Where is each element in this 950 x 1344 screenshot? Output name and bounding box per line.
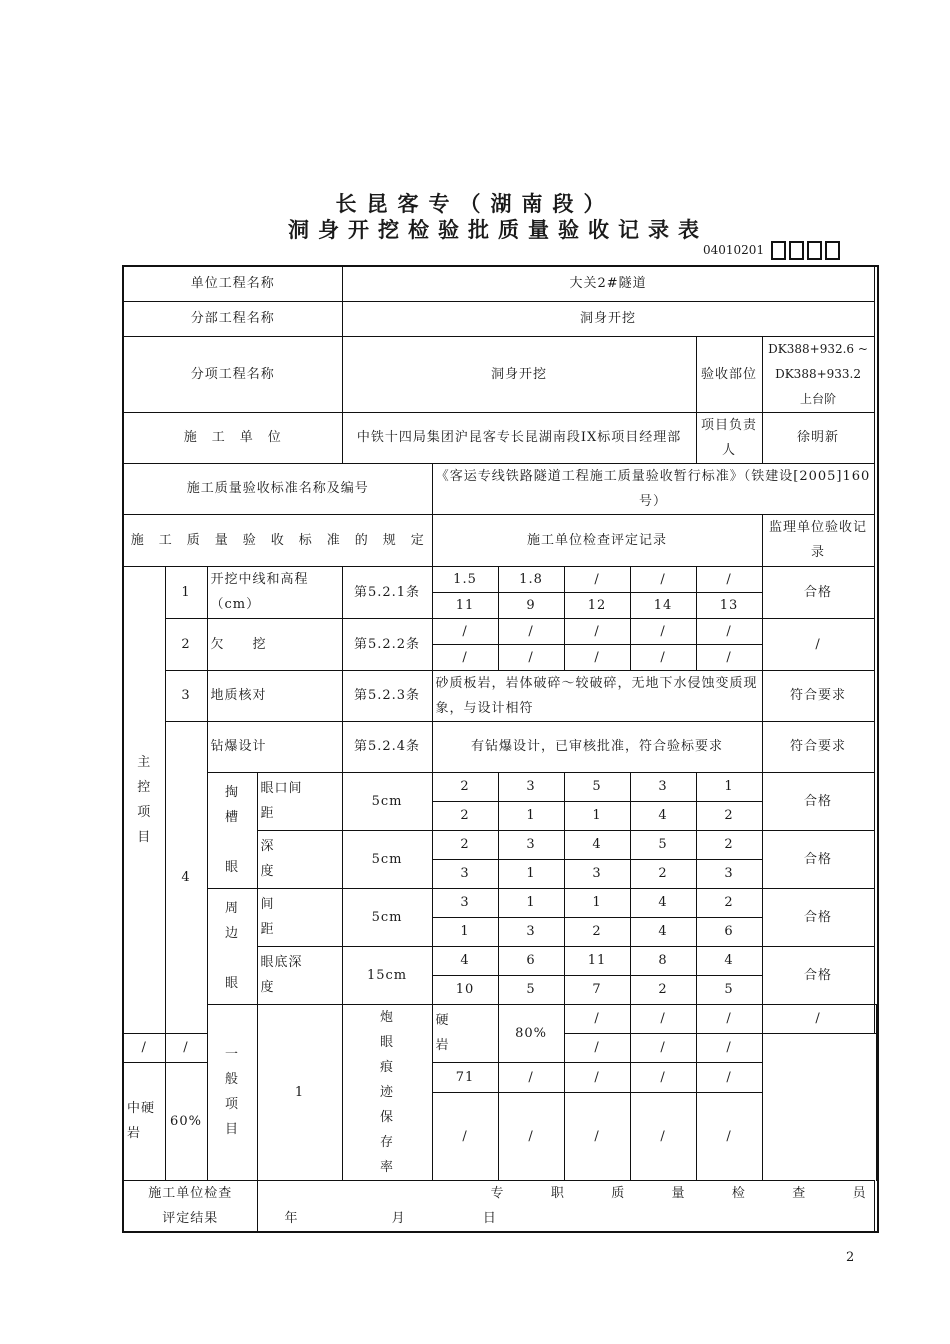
record-cell: / xyxy=(498,644,564,670)
subitem-value: 洞身开挖 xyxy=(342,336,696,412)
form-code xyxy=(703,238,840,262)
record-cell: 1 xyxy=(696,772,762,801)
manager-value: 徐明新 xyxy=(762,412,874,463)
item-number: 1 xyxy=(165,566,207,618)
record-cell: 4 xyxy=(432,946,498,975)
record-cell: 6 xyxy=(498,946,564,975)
item-record-text: 砂质板岩，岩体破碎～较破碎，无地下水侵蚀变质现象，与设计相符 xyxy=(432,670,762,721)
record-cell: 1 xyxy=(498,859,564,888)
record-cell: 2 xyxy=(564,917,630,946)
supervisor-result: 符合要求 xyxy=(762,721,874,772)
record-cell: / xyxy=(564,1033,630,1062)
date-line: 年 月 日 xyxy=(284,1210,497,1226)
supervisor-result: 符合要求 xyxy=(762,670,874,721)
record-cell: / xyxy=(564,1004,630,1033)
item-number: 3 xyxy=(165,670,207,721)
supervisor-result: 合格 xyxy=(762,566,874,618)
record-cell: 3 xyxy=(432,859,498,888)
record-cell: 8 xyxy=(630,946,696,975)
evaluation-label: 施工单位检查 评定结果 xyxy=(123,1180,257,1232)
record-cell: / xyxy=(696,1092,762,1180)
evaluation-signature-area xyxy=(257,1180,874,1232)
record-cell: 11 xyxy=(432,592,498,618)
item-clause: 第5.2.1条 xyxy=(342,566,432,618)
record-cell: 1.8 xyxy=(498,566,564,592)
item-record-text: 有钻爆设计，已审核批准，符合验标要求 xyxy=(432,721,762,772)
standard-label: 施工质量验收标准名称及编号 xyxy=(123,463,432,514)
record-cell: / xyxy=(564,1062,630,1092)
record-cell: / xyxy=(564,566,630,592)
record-cell: / xyxy=(432,644,498,670)
location-value: DK388+932.6 ~ DK388+933.2 上台阶 xyxy=(762,336,874,412)
record-cell: / xyxy=(630,1033,696,1062)
item-clause: 第5.2.2条 xyxy=(342,618,432,670)
item-number: 4 xyxy=(165,721,207,1033)
code-box xyxy=(825,241,840,260)
record-cell: 13 xyxy=(696,592,762,618)
record-cell: 2 xyxy=(696,888,762,917)
record-cell: / xyxy=(498,618,564,644)
record-cell: / xyxy=(630,618,696,644)
title-line1: 长昆客专（湖南段） xyxy=(335,192,615,216)
supervisor-result: 合格 xyxy=(762,830,874,888)
standard-value: 《客运专线铁路隧道工程施工质量验收暂行标准》（铁建设[2005]160号） xyxy=(432,463,874,514)
record-cell: / xyxy=(630,1092,696,1180)
sub-item-name: 中硬岩 xyxy=(123,1062,165,1180)
inspector-line: 专 职 质 量 检 查 员 xyxy=(490,1185,867,1201)
record-cell: 1 xyxy=(564,888,630,917)
sub-item-tolerance: 5cm xyxy=(342,888,432,946)
unit-project-label: 单位工程名称 xyxy=(123,266,342,301)
item-name: 欠 挖 xyxy=(207,618,342,670)
record-cell: 71 xyxy=(432,1062,498,1092)
manager-label: 项目负责人 xyxy=(696,412,762,463)
record-cell: / xyxy=(498,1062,564,1092)
sub-item-name: 深 度 xyxy=(257,830,342,888)
record-cell: 4 xyxy=(630,801,696,830)
supervisor-header: 监理单位验收记录 xyxy=(762,514,874,566)
item-number: 1 xyxy=(257,1004,342,1180)
record-cell: 2 xyxy=(696,830,762,859)
record-cell: 4 xyxy=(630,888,696,917)
record-cell: 5 xyxy=(630,830,696,859)
supervisor-result: 合格 xyxy=(762,772,874,830)
spec-header: 施 工 质 量 验 收 标 准 的 规 定 xyxy=(123,514,432,566)
sub-item-tolerance: 60% xyxy=(165,1062,207,1180)
perimeter-hole-group-label: 周 边 眼 xyxy=(207,888,257,1004)
cut-hole-group-label: 掏 槽 眼 xyxy=(207,772,257,888)
sub-item-name: 硬 岩 xyxy=(432,1004,498,1062)
record-cell: 1 xyxy=(432,917,498,946)
contractor-label: 施 工 单 位 xyxy=(123,412,342,463)
supervisor-result: 合格 xyxy=(762,946,874,1004)
record-cell: 3 xyxy=(498,830,564,859)
item-name: 地质核对 xyxy=(207,670,342,721)
hole-trace-label: 炮 眼 痕 迹 保 存 率 xyxy=(342,1004,432,1180)
item-clause: 第5.2.4条 xyxy=(342,721,432,772)
item-clause: 第5.2.3条 xyxy=(342,670,432,721)
division-value: 洞身开挖 xyxy=(342,301,874,336)
record-cell: / xyxy=(432,1092,498,1180)
sub-item-tolerance: 5cm xyxy=(342,772,432,830)
code-box xyxy=(807,241,822,260)
record-cell: / xyxy=(696,1062,762,1092)
supervisor-result: / xyxy=(762,618,874,670)
page-number: 2 xyxy=(846,1250,855,1265)
record-cell: 3 xyxy=(498,917,564,946)
record-cell: / xyxy=(564,618,630,644)
record-cell: 3 xyxy=(696,859,762,888)
record-cell: 5 xyxy=(564,772,630,801)
record-cell: / xyxy=(432,618,498,644)
record-cell: 6 xyxy=(696,917,762,946)
item-number: 2 xyxy=(165,618,207,670)
record-cell: 3 xyxy=(630,772,696,801)
record-cell: 9 xyxy=(498,592,564,618)
record-cell: / xyxy=(696,1004,762,1033)
record-cell: 3 xyxy=(432,888,498,917)
record-cell: 3 xyxy=(564,859,630,888)
form-code-number: 04010201 xyxy=(703,243,765,257)
record-cell: 1 xyxy=(498,801,564,830)
record-cell: 4 xyxy=(564,830,630,859)
record-cell: 1 xyxy=(498,888,564,917)
code-box xyxy=(771,241,786,260)
record-cell: 1 xyxy=(564,801,630,830)
record-cell: / xyxy=(762,1004,874,1033)
sub-item-tolerance: 15cm xyxy=(342,946,432,1004)
record-cell: / xyxy=(123,1033,165,1062)
record-cell: 2 xyxy=(630,975,696,1004)
main-control-group-label: 主 控 项 目 xyxy=(123,566,165,1033)
record-cell: / xyxy=(630,1004,696,1033)
item-name: 钻爆设计 xyxy=(207,721,342,772)
record-cell: / xyxy=(564,644,630,670)
sub-item-name: 间 距 xyxy=(257,888,342,946)
unit-project-value: 大关2#隧道 xyxy=(342,266,874,301)
record-cell: 4 xyxy=(630,917,696,946)
record-cell: 5 xyxy=(498,975,564,1004)
supervisor-result: 合格 xyxy=(762,888,874,946)
item-name: 开挖中线和高程（cm） xyxy=(207,566,342,618)
record-cell: 12 xyxy=(564,592,630,618)
sub-item-name: 眼口间 距 xyxy=(257,772,342,830)
record-cell: / xyxy=(630,644,696,670)
code-box xyxy=(789,241,804,260)
record-cell: 2 xyxy=(432,830,498,859)
record-cell: 10 xyxy=(432,975,498,1004)
record-cell: / xyxy=(498,1092,564,1180)
sub-item-name: 眼底深 度 xyxy=(257,946,342,1004)
record-cell: 5 xyxy=(696,975,762,1004)
record-cell: / xyxy=(696,644,762,670)
record-cell: / xyxy=(564,1092,630,1180)
record-cell: 2 xyxy=(432,772,498,801)
general-group-label: 一 般 项 目 xyxy=(207,1004,257,1180)
record-cell: 2 xyxy=(630,859,696,888)
contractor-value: 中铁十四局集团沪昆客专长昆湖南段IX标项目经理部 xyxy=(342,412,696,463)
sub-item-tolerance: 80% xyxy=(498,1004,564,1062)
record-cell: / xyxy=(630,566,696,592)
record-cell: 1.5 xyxy=(432,566,498,592)
record-cell: 7 xyxy=(564,975,630,1004)
record-cell: 3 xyxy=(498,772,564,801)
record-cell: / xyxy=(696,566,762,592)
subitem-label: 分项工程名称 xyxy=(123,336,342,412)
record-cell: / xyxy=(696,618,762,644)
inspection-table xyxy=(122,265,879,1233)
division-label: 分部工程名称 xyxy=(123,301,342,336)
sub-item-tolerance: 5cm xyxy=(342,830,432,888)
supervisor-result xyxy=(876,1004,878,1180)
record-cell: 11 xyxy=(564,946,630,975)
record-cell: 14 xyxy=(630,592,696,618)
record-cell: / xyxy=(165,1033,207,1062)
record-cell: 2 xyxy=(696,801,762,830)
check-header: 施工单位检查评定记录 xyxy=(432,514,762,566)
record-cell: / xyxy=(696,1033,762,1062)
location-label: 验收部位 xyxy=(696,336,762,412)
record-cell: / xyxy=(630,1062,696,1092)
record-cell: 4 xyxy=(696,946,762,975)
title-line2: 洞身开挖检验批质量验收记录表 xyxy=(288,218,708,242)
record-cell: 2 xyxy=(432,801,498,830)
